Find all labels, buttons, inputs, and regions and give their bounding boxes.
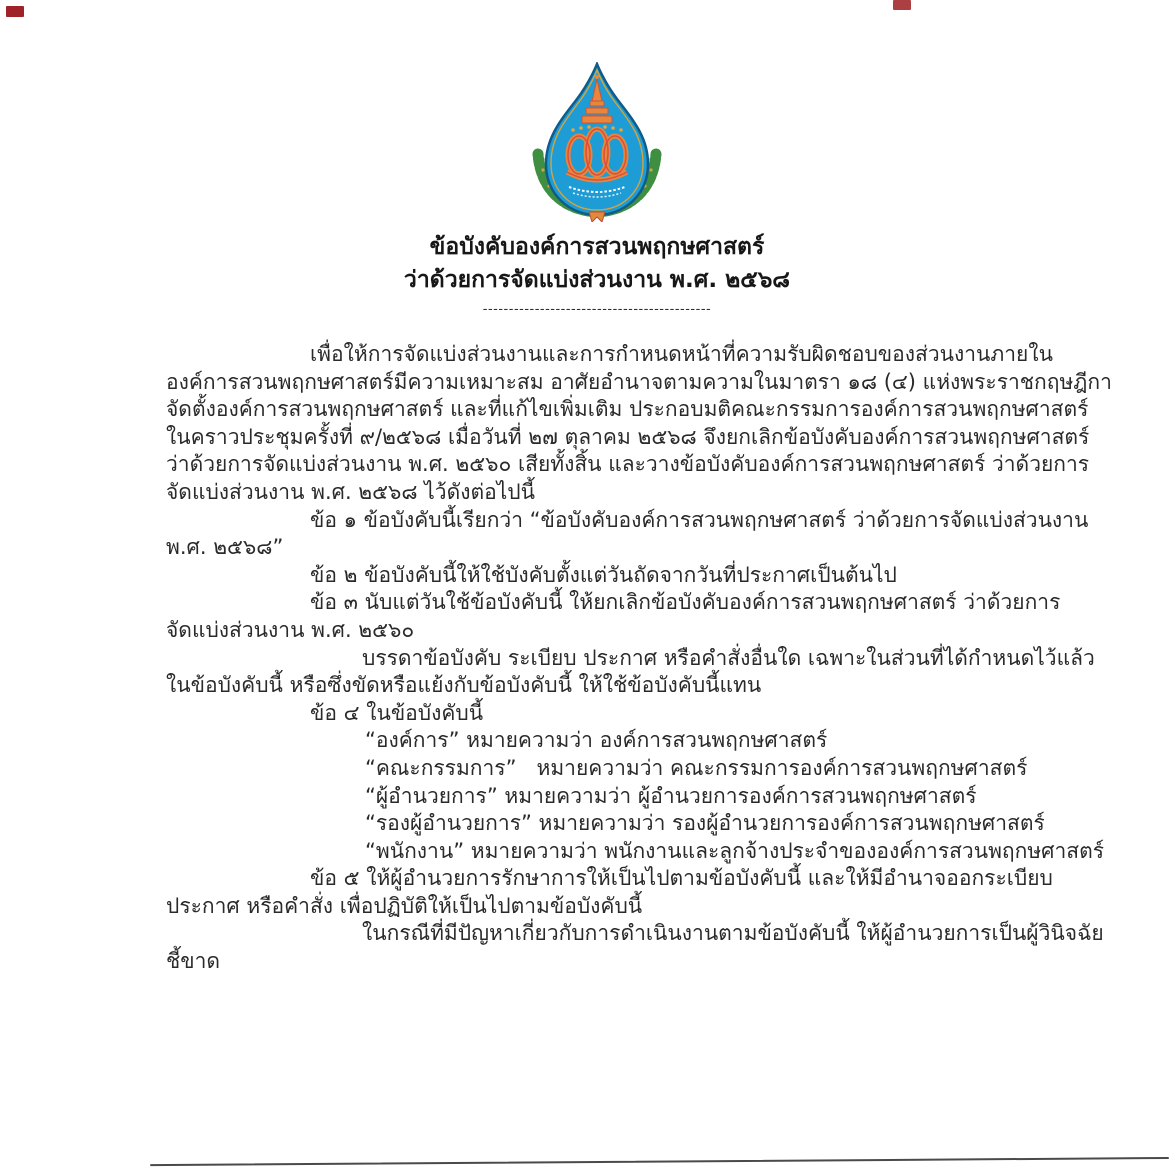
document-title-line2: ว่าด้วยการจัดแบ่งส่วนงาน พ.ศ. ๒๕๖๘ bbox=[403, 267, 791, 293]
body-line: “รองผู้อำนวยการ” หมายความว่า รองผู้อำนวยการองค์การสวนพฤกษศาสตร์ bbox=[365, 811, 1045, 836]
page-bottom-scan-edge bbox=[150, 1157, 1169, 1166]
scan-artifact-red-mark bbox=[893, 0, 911, 10]
body-line: ข้อ ๑ ข้อบังคับนี้เรียกว่า “ข้อบังคับองค์การสวนพฤกษศาสตร์ ว่าด้วยการจัดแบ่งส่วนงาน bbox=[310, 507, 1089, 532]
body-line: ข้อ ๕ ให้ผู้อำนวยการรักษาการให้เป็นไปตามข้อบังคับนี้ และให้มีอำนาจออกระเบียบ bbox=[310, 866, 1053, 891]
body-line: ข้อ ๒ ข้อบังคับนี้ให้ใช้บังคับตั้งแต่วันถัดจากวันที่ประกาศเป็นต้นไป bbox=[310, 562, 897, 587]
body-line: จัดตั้งองค์การสวนพฤกษศาสตร์ และที่แก้ไขเพิ่มเติม ประกอบมติคณะกรรมการองค์การสวนพฤกษศาสตร์ bbox=[166, 397, 1089, 422]
body-line: ชี้ขาด bbox=[166, 949, 221, 974]
body-line: ข้อ ๓ นับแต่วันใช้ข้อบังคับนี้ ให้ยกเลิกข้อบังคับองค์การสวนพฤกษศาสตร์ ว่าด้วยการ bbox=[310, 590, 1061, 615]
botanical-garden-organization-seal-icon bbox=[531, 62, 663, 222]
body-line: “ผู้อำนวยการ” หมายความว่า ผู้อำนวยการองค์การสวนพฤกษศาสตร์ bbox=[365, 783, 977, 808]
body-line: ในกรณีที่มีปัญหาเกี่ยวกับการดำเนินงานตามข้อบังคับนี้ ให้ผู้อำนวยการเป็นผู้วินิจฉัย bbox=[362, 921, 1104, 946]
scan-artifact-red-mark bbox=[6, 6, 24, 17]
body-line: จัดแบ่งส่วนงาน พ.ศ. ๒๕๖๐ bbox=[166, 617, 415, 642]
document-title-line1: ข้อบังคับองค์การสวนพฤกษศาสตร์ bbox=[429, 234, 765, 260]
body-line: ข้อ ๔ ในข้อบังคับนี้ bbox=[310, 700, 484, 725]
body-line: “องค์การ” หมายความว่า องค์การสวนพฤกษศาสตร์ bbox=[365, 728, 828, 753]
body-line: “พนักงาน” หมายความว่า พนักงานและลูกจ้างประจำขององค์การสวนพฤกษศาสตร์ bbox=[365, 838, 1105, 863]
body-line: ในคราวประชุมครั้งที่ ๙/๒๕๖๘ เมื่อวันที่ ๒๗ ตุลาคม ๒๕๖๘ จึงยกเลิกข้อบังคับองค์การสวนพฤกษศาสตร์ bbox=[166, 424, 1090, 449]
body-line: “คณะกรรมการ” หมายความว่า คณะกรรมการองค์การสวนพฤกษศาสตร์ bbox=[365, 755, 1028, 780]
title-block bbox=[25, 231, 1169, 319]
body-line: ในข้อบังคับนี้ หรือซึ่งขัดหรือแย้งกับข้อบังคับนี้ ให้ใช้ข้อบังคับนี้แทน bbox=[166, 673, 762, 698]
body-line: ว่าด้วยการจัดแบ่งส่วนงาน พ.ศ. ๒๕๖๐ เสียทั้งสิ้น และวางข้อบังคับองค์การสวนพฤกษศาสตร์ ว่าด้วยการ bbox=[166, 452, 1090, 477]
document-body bbox=[166, 341, 1112, 976]
body-line: จัดแบ่งส่วนงาน พ.ศ. ๒๕๖๘ ไว้ดังต่อไปนี้ bbox=[166, 479, 535, 504]
dashed-divider: -------------------------------------------- bbox=[482, 302, 712, 317]
body-line: พ.ศ. ๒๕๖๘” bbox=[166, 535, 284, 560]
body-line: เพื่อให้การจัดแบ่งส่วนงานและการกำหนดหน้าที่ความรับผิดชอบของส่วนงานภายใน bbox=[310, 342, 1053, 366]
body-line: องค์การสวนพฤกษศาสตร์มีความเหมาะสม อาศัยอำนาจตามความในมาตรา ๑๘ (๔) แห่งพระราชกฤษฎีกา bbox=[166, 369, 1112, 394]
body-line: บรรดาข้อบังคับ ระเบียบ ประกาศ หรือคำสั่งอื่นใด เฉพาะในส่วนที่ได้กำหนดไว้แล้ว bbox=[362, 645, 1095, 670]
body-line: ประกาศ หรือคำสั่ง เพื่อปฏิบัติให้เป็นไปตามข้อบังคับนี้ bbox=[166, 893, 643, 918]
